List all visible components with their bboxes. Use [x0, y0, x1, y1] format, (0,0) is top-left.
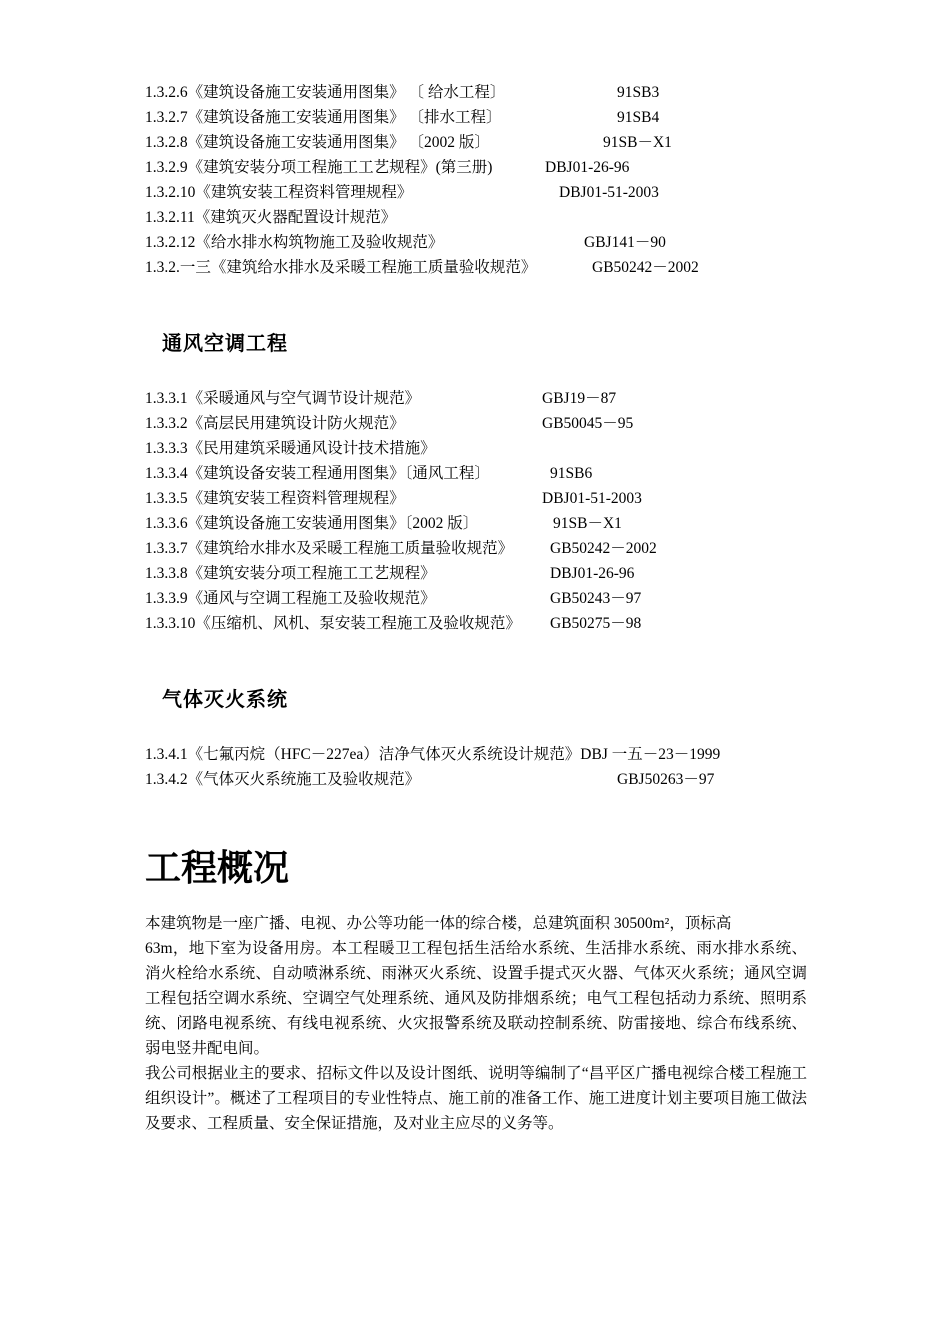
standard-code: GB50242－2002: [592, 259, 699, 276]
standard-code: DBJ01-51-2003: [542, 490, 642, 507]
list-item: 1.3.4.1《七氟丙烷（HFC－227ea）洁净气体灭火系统设计规范》DBJ 一五－23－1999: [145, 746, 721, 763]
standard-code: 91SB－X1: [603, 134, 672, 151]
list-item: 1.3.3.1《采暖通风与空气调节设计规范》: [145, 390, 421, 407]
list-item: 1.3.2.6《建筑设备施工安装通用图集》 〔 给水工程〕: [145, 84, 506, 101]
overview-paragraph-2: 我公司根据业主的要求、招标文件以及设计图纸、说明等编制了“昌平区广播电视综合楼工程施工组织设计”。概述了工程项目的专业性特点、施工前的准备工作、施工进度计划主要项目施工做法及要求、工程质量、安全保证措施，及对业主应尽的义务等。: [145, 1065, 807, 1132]
standard-code: GB50275－98: [550, 615, 642, 632]
list-item: 1.3.3.7《建筑给水排水及采暖工程施工质量验收规范》: [145, 540, 514, 557]
list-item: 1.3.3.8《建筑安装分项工程施工工艺规程》: [145, 565, 436, 582]
standard-code: 91SB－X1: [553, 515, 622, 532]
list-item: 1.3.2.9《建筑安装分项工程施工工艺规程》(第三册): [145, 159, 493, 176]
section-heading-gas-fire: 气体灭火系统: [162, 687, 288, 711]
overview-paragraph-1: [145, 911, 807, 1061]
standard-code: 91SB4: [617, 109, 660, 126]
list-item: 1.3.3.10《压缩机、风机、泵安装工程施工及验收规范》: [145, 615, 521, 632]
list-item: 1.3.2.10《建筑安装工程资料管理规程》: [145, 184, 413, 201]
list-item: 1.3.3.4《建筑设备安装工程通用图集》〔通风工程〕: [145, 465, 490, 482]
list-item: 1.3.4.2《气体灭火系统施工及验收规范》: [145, 771, 421, 788]
list-item: 1.3.2.8《建筑设备施工安装通用图集》 〔2002 版〕: [145, 134, 490, 151]
list-item: 1.3.3.9《通风与空调工程施工及验收规范》: [145, 590, 436, 607]
standard-code: GBJ141－90: [584, 234, 666, 251]
standard-code: DBJ01-26-96: [550, 565, 635, 582]
standard-code: GB50243－97: [550, 590, 642, 607]
list-item: 1.3.3.5《建筑安装工程资料管理规程》: [145, 490, 405, 507]
list-item: 1.3.3.6《建筑设备施工安装通用图集》〔2002 版〕: [145, 515, 479, 532]
paragraph-first-line: 本建筑物是一座广播、电视、办公等功能一体的综合楼，总建筑面积 30500m²，顶标高: [145, 915, 732, 932]
standard-code: 91SB6: [550, 465, 593, 482]
standard-code: 91SB3: [617, 84, 660, 101]
list-item: 1.3.3.2《高层民用建筑设计防火规范》: [145, 415, 405, 432]
paragraph-body: 63m，地下室为设备用房。本工程暖卫工程包括生活给水系统、生活排水系统、雨水排水系统、消火栓给水系统、自动喷淋系统、雨淋灭火系统、设置手提式灭火器、气体灭火系统；通风空调工程包括空调水系统、空调空气处理系统、通风及防排烟系统；电气工程包括动力系统、照明系统、闭路电视系统、有线电视系统、火灾报警系统及联动控制系统、防雷接地、综合布线系统、弱电竖井配电间。: [145, 940, 807, 1057]
page-title: 工程概况: [145, 848, 290, 889]
standard-code: GB50242－2002: [550, 540, 657, 557]
standard-code: GB50045－95: [542, 415, 634, 432]
list-item: 1.3.2.7《建筑设备施工安装通用图集》 〔排水工程〕: [145, 109, 502, 126]
list-item: 1.3.2.一三《建筑给水排水及采暖工程施工质量验收规范》: [145, 259, 537, 276]
standard-code: GBJ50263－97: [617, 771, 715, 788]
standard-code: DBJ01-51-2003: [559, 184, 659, 201]
section-heading-hvac: 通风空调工程: [162, 331, 288, 355]
standard-code: GBJ19－87: [542, 390, 617, 407]
list-item: 1.3.2.11《建筑灭火器配置设计规范》: [145, 209, 397, 226]
standard-code: DBJ01-26-96: [545, 159, 630, 176]
list-item: 1.3.2.12《给水排水构筑物施工及验收规范》: [145, 234, 444, 251]
list-item: 1.3.3.3《民用建筑采暖通风设计技术措施》: [145, 440, 436, 457]
